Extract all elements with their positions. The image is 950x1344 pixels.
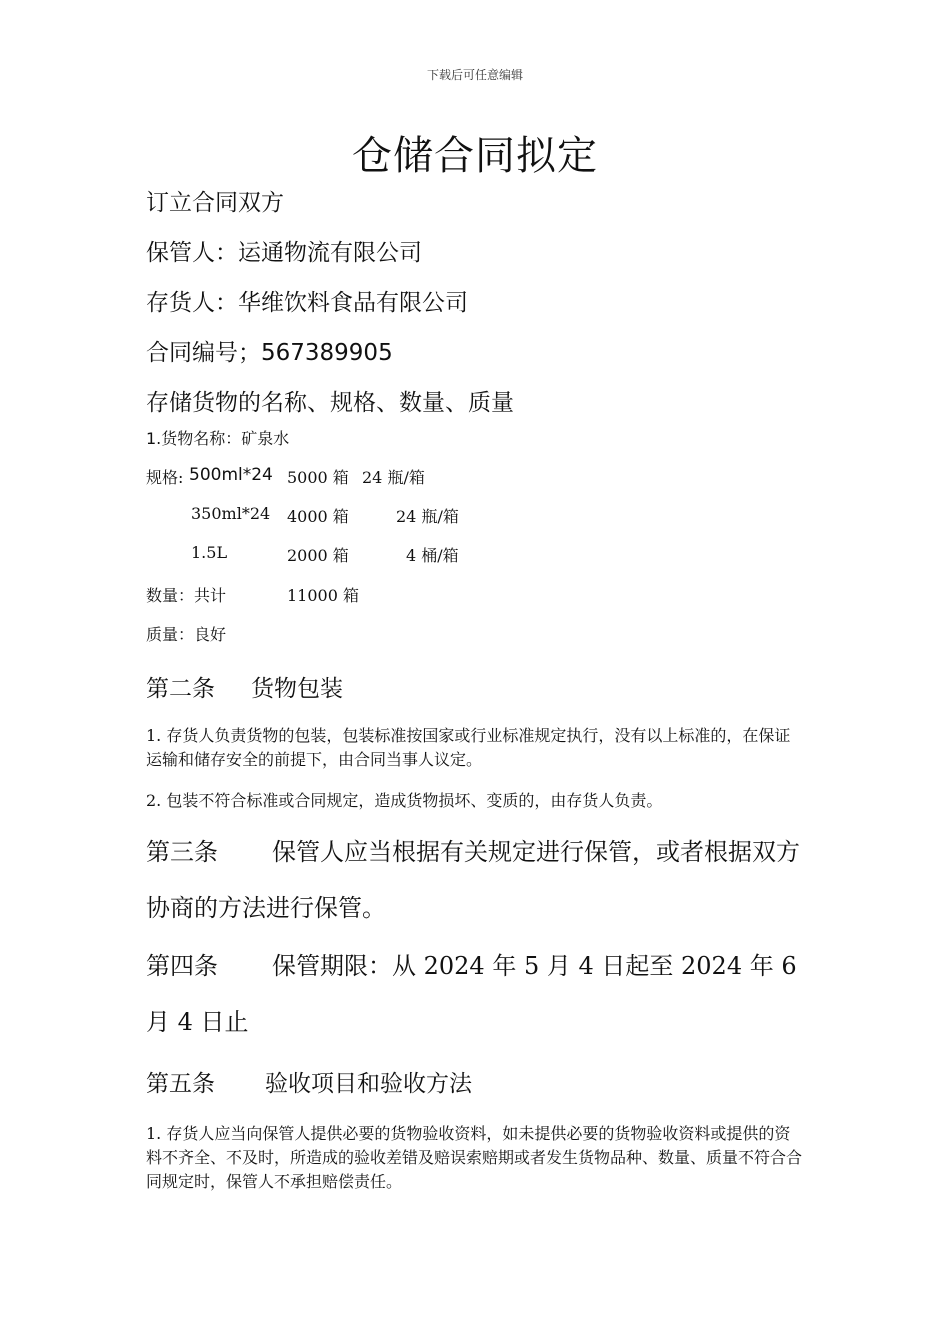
document-title: 仓储合同拟定 (352, 133, 598, 179)
spec-row-3-pack: 4 桶/箱 (406, 546, 459, 565)
quality-line: 质量：良好 (146, 625, 227, 644)
spec-row-2-qty: 4000 箱 (287, 507, 349, 526)
article-2-title: 货物包装 (251, 676, 343, 702)
spec-row-1-qty: 5000 箱 (287, 468, 349, 487)
article-2-paragraph-2: 2. 包装不符合标准或合同规定，造成货物损坏、变质的，由存货人负责。 (146, 791, 663, 810)
article-3-text: 保管人应当根据有关规定进行保管，或者根据双方协商的方法进行保管。 (146, 838, 800, 922)
header-note: 下载后可任意编辑 (426, 68, 523, 82)
spec-row-1-spec: 500ml*24 (189, 465, 273, 485)
spec-row-3-spec: 1.5L (191, 543, 228, 562)
goods-name-prefix: 1. (146, 429, 162, 448)
article-3 (146, 824, 806, 936)
article-5-paragraph-1: 1. 存货人应当向保管人提供必要的货物验收资料，如未提供必要的货物验收资料或提供的资料不齐全、不及时，所造成的验收差错及赔误索赔期或者发生货物品种、数量、质量不符合合同规定时，保管人不承担赔偿责任。 (146, 1124, 803, 1191)
article-4-number: 第四条 (146, 952, 218, 980)
spec-row-3-qty: 2000 箱 (287, 546, 349, 565)
article-4 (146, 938, 806, 1050)
article-2-number: 第二条 (146, 676, 215, 702)
spec-row-1-pack: 24 瓶/箱 (362, 468, 425, 487)
goods-name: 货物名称：矿泉水 (161, 429, 290, 448)
goods-name-line (146, 426, 289, 449)
article-2-heading (146, 670, 343, 703)
article-3-number: 第三条 (146, 838, 218, 866)
article-2-paragraph-1: 1. 存货人负责货物的包装，包装标准按国家或行业标准规定执行，没有以上标准的，在保证运输和储存安全的前提下，由合同当事人议定。 (146, 726, 791, 769)
spec-row-2-pack: 24 瓶/箱 (396, 507, 459, 526)
article-5-title: 验收项目和验收方法 (265, 1071, 472, 1097)
article-5-number: 第五条 (146, 1071, 215, 1097)
parties-heading: 订立合同双方 (146, 190, 284, 216)
contract-number-line: 合同编号；567389905 (146, 340, 393, 366)
goods-heading: 存储货物的名称、规格、数量、质量 (146, 390, 514, 416)
article-4-text: 保管期限：从 2024 年 5 月 4 日起至 2024 年 6 月 4 日止 (146, 952, 797, 1036)
total-label: 数量：共计 (146, 586, 227, 605)
article-5-heading (146, 1065, 472, 1098)
depositor-line: 存货人：华维饮料食品有限公司 (146, 290, 468, 316)
total-value: 11000 箱 (287, 586, 359, 605)
spec-row-2-spec: 350ml*24 (191, 504, 271, 523)
spec-label: 规格: (146, 468, 184, 487)
custodian-line: 保管人：运通物流有限公司 (146, 240, 422, 266)
